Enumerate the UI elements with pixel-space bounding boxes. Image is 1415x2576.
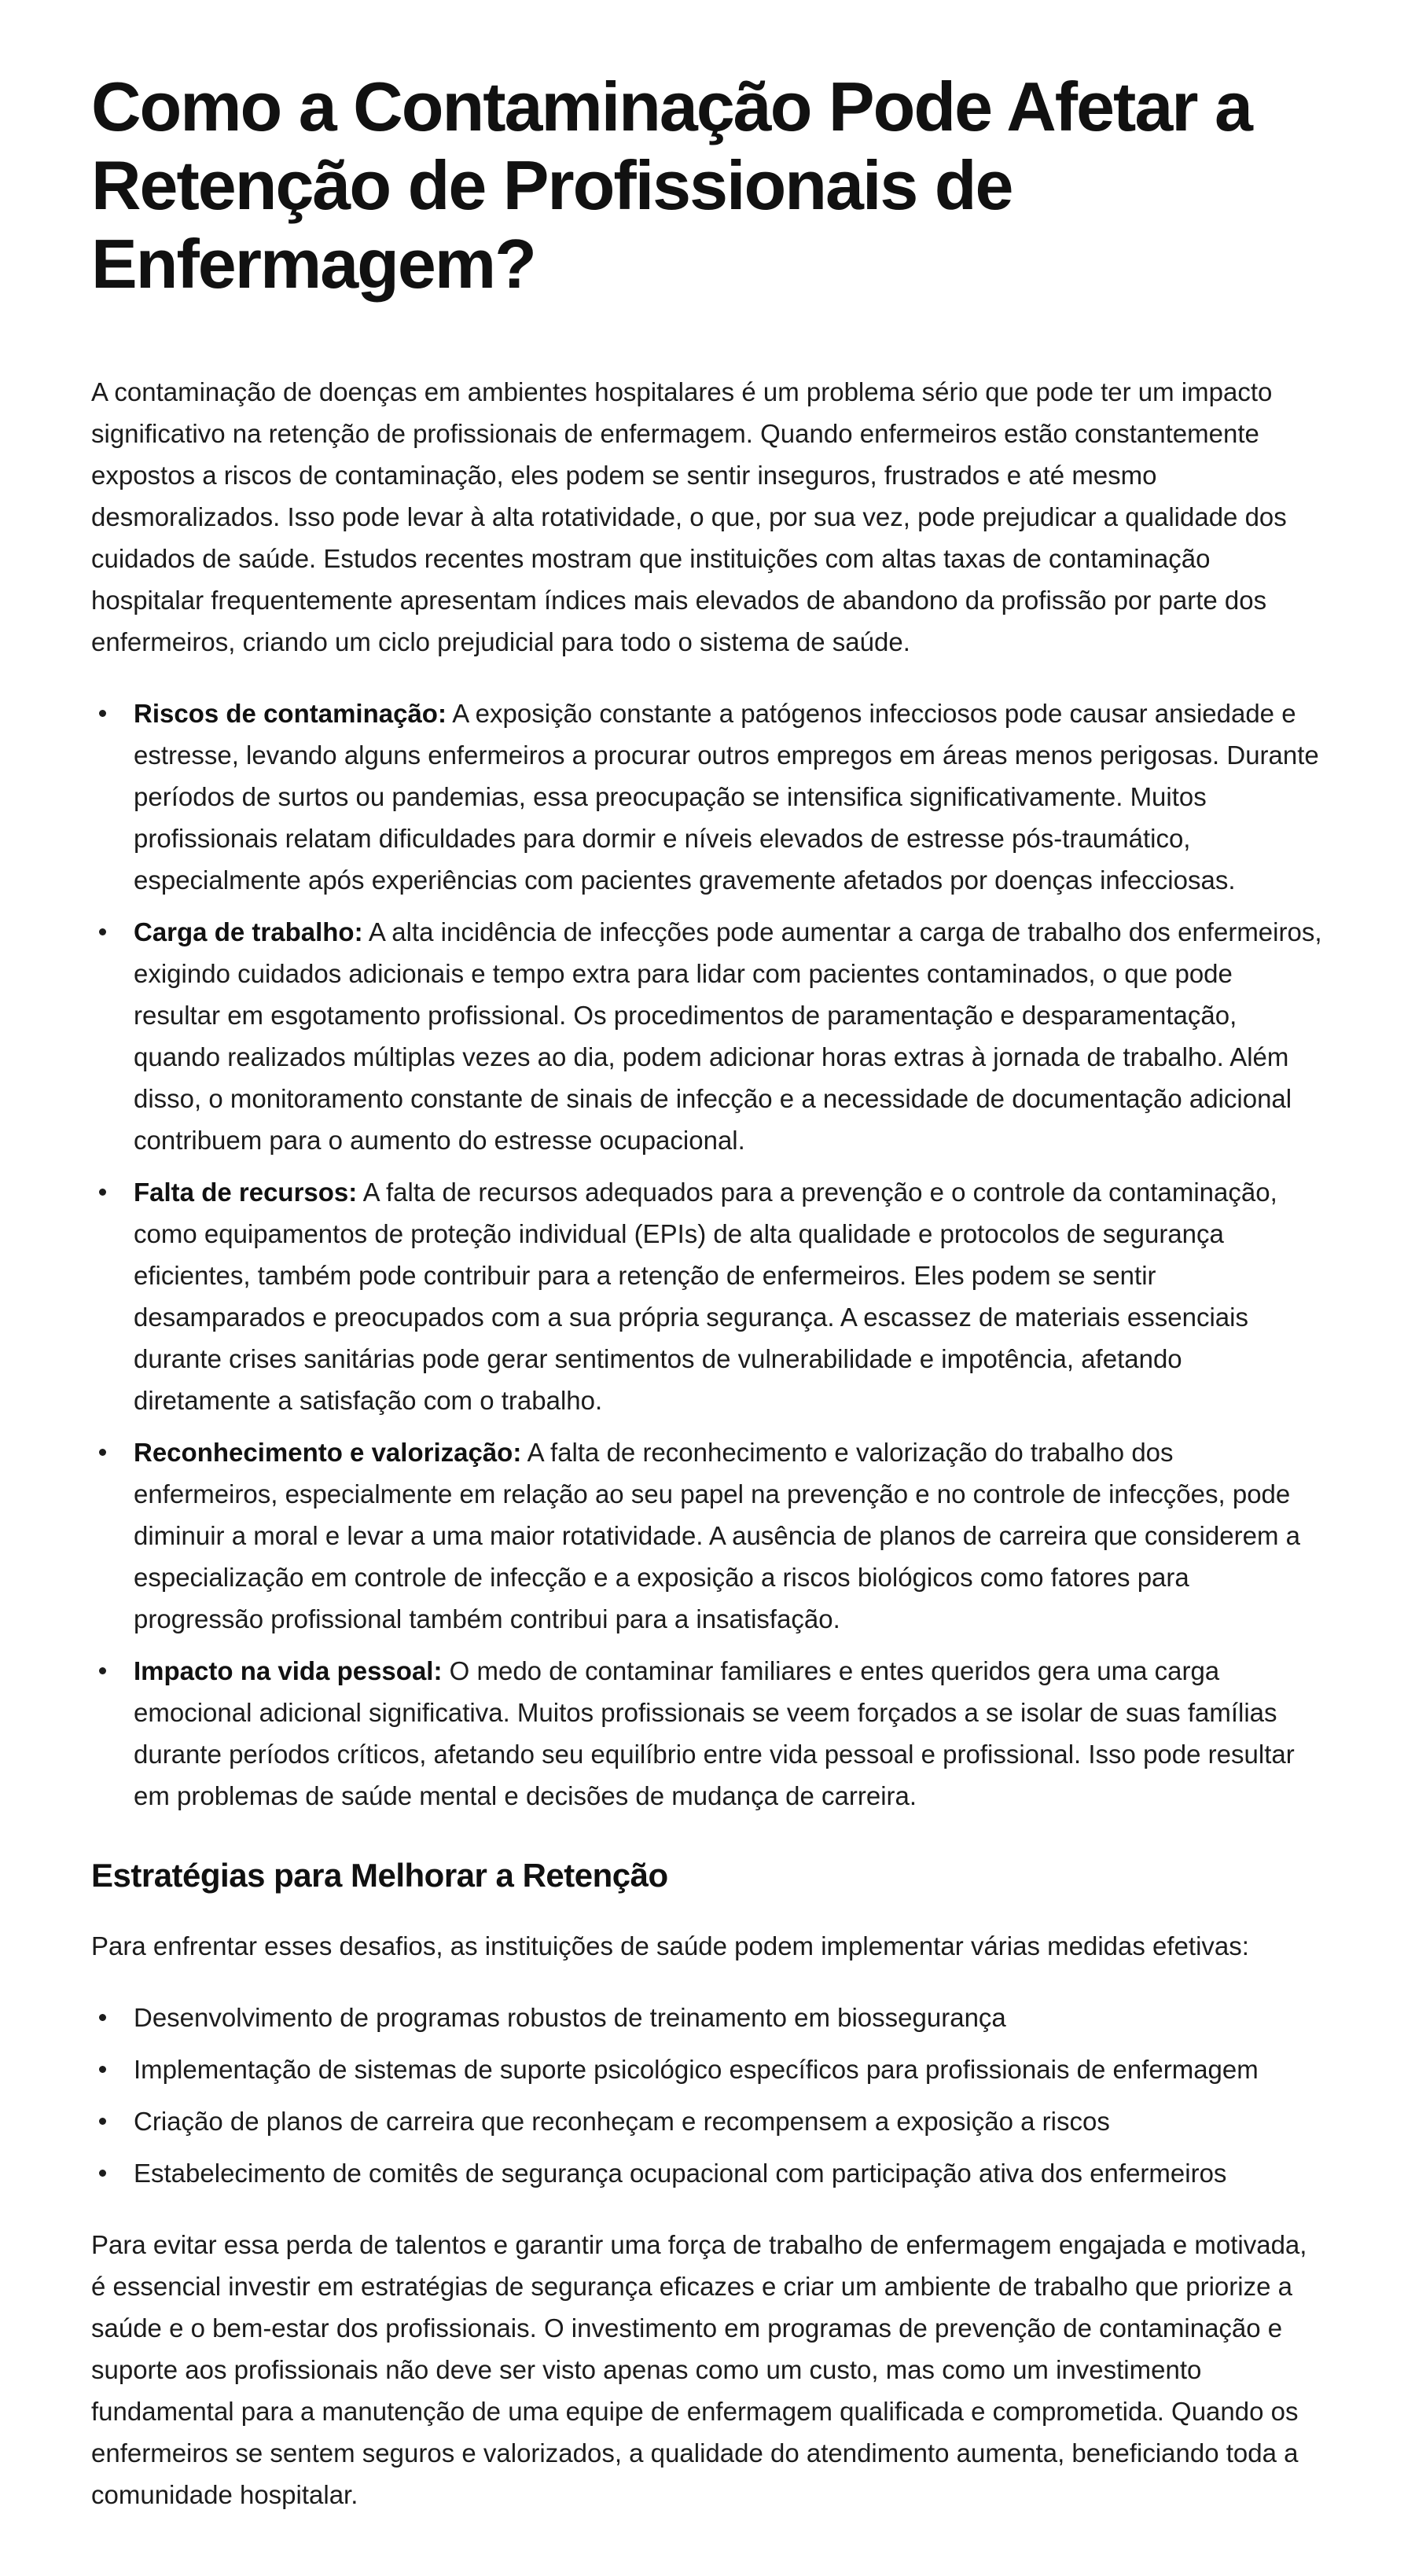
list-item: Criação de planos de carreira que reconheçam e recompensem a exposição a riscos <box>91 2100 1324 2142</box>
strategies-intro: Para enfrentar esses desafios, as instituições de saúde podem implementar várias medidas efetivas: <box>91 1931 1249 1960</box>
list-item-label: Riscos de contaminação: <box>134 699 447 728</box>
conclusion-paragraph: Para evitar essa perda de talentos e garantir uma força de trabalho de enfermagem engajada e motivada, é essencial investir em estratégias de segurança eficazes e criar um ambiente de trabalho que priorize a saúde e o bem-estar dos profissionais. O investimento em programas de prevenção de contaminação e suporte aos profissionais não deve ser visto apenas como um custo, mas como um investimento fundamental para a manutenção de uma equipe de enfermagem qualificada e comprometida. Quando os enfermeiros se sentem seguros e valorizados, a qualidade do atendimento aumenta, beneficiando toda a comunidade hospitalar. <box>91 2230 1307 2509</box>
list-item-label: Carga de trabalho: <box>134 917 363 946</box>
intro-paragraph: A contaminação de doenças em ambientes hospitalares é um problema sério que pode ter um impacto significativo na retenção de profissionais de enfermagem. Quando enfermeiros estão constantemente expostos a riscos de contaminação, eles podem se sentir inseguros, frustrados e até mesmo desmoralizados. Isso pode levar à alta rotatividade, o que, por sua vez, pode prejudicar a qualidade dos cuidados de saúde. Estudos recentes mostram que instituições com altas taxas de contaminação hospitalar frequentemente apresentam índices mais elevados de abandono da profissão por parte dos enfermeiros, criando um ciclo prejudicial para todo o sistema de saúde. <box>91 377 1287 656</box>
strategies-list <box>91 1997 1324 2194</box>
list-item <box>91 911 1324 1161</box>
risk-factor-list <box>91 693 1324 1817</box>
list-item: Desenvolvimento de programas robustos de treinamento em biossegurança <box>91 1997 1324 2038</box>
list-item <box>91 693 1324 901</box>
list-item-text: O medo de contaminar familiares e entes queridos gera uma carga emocional adicional significativa. Muitos profissionais se veem forçados a se isolar de suas famílias durante períodos críticos, afetando seu equilíbrio entre vida pessoal e profissional. Isso pode resultar em problemas de saúde mental e decisões de mudança de carreira. <box>134 1656 1295 1810</box>
list-item-label: Reconhecimento e valorização: <box>134 1438 522 1467</box>
list-item: Estabelecimento de comitês de segurança ocupacional com participação ativa dos enfermeiros <box>91 2152 1324 2194</box>
list-item-text: A falta de recursos adequados para a prevenção e o controle da contaminação, como equipamentos de proteção individual (EPIs) de alta qualidade e protocolos de segurança eficientes, também pode contribuir para a retenção de enfermeiros. Eles podem se sentir desamparados e preocupados com a sua própria segurança. A escassez de materiais essenciais durante crises sanitárias pode gerar sentimentos de vulnerabilidade e impotência, afetando diretamente a satisfação com o trabalho. <box>134 1178 1277 1415</box>
list-item-text: A exposição constante a patógenos infecciosos pode causar ansiedade e estresse, levando alguns enfermeiros a procurar outros empregos em áreas menos perigosas. Durante períodos de surtos ou pandemias, essa preocupação se intensifica significativamente. Muitos profissionais relatam dificuldades para dormir e níveis elevados de estresse pós-traumático, especialmente após experiências com pacientes gravemente afetados por doenças infecciosas. <box>134 699 1319 895</box>
list-item-label: Impacto na vida pessoal: <box>134 1656 443 1685</box>
list-item: Implementação de sistemas de suporte psicológico específicos para profissionais de enfermagem <box>91 2049 1324 2090</box>
list-item <box>91 1650 1324 1817</box>
list-item-text: A alta incidência de infecções pode aumentar a carga de trabalho dos enfermeiros, exigindo cuidados adicionais e tempo extra para lidar com pacientes contaminados, o que pode resultar em esgotamento profissional. Os procedimentos de paramentação e desparamentação, quando realizados múltiplas vezes ao dia, podem adicionar horas extras à jornada de trabalho. Além disso, o monitoramento constante de sinais de infecção e a necessidade de documentação adicional contribuem para o aumento do estresse ocupacional. <box>134 917 1322 1155</box>
list-item-label: Falta de recursos: <box>134 1178 358 1207</box>
list-item-text: A falta de reconhecimento e valorização do trabalho dos enfermeiros, especialmente em relação ao seu papel na prevenção e no controle de infecções, pode diminuir a moral e levar a uma maior rotatividade. A ausência de planos de carreira que considerem a especialização em controle de infecção e a exposição a riscos biológicos como fatores para progressão profissional também contribui para a insatisfação. <box>134 1438 1300 1633</box>
section-heading: Estratégias para Melhorar a Retenção <box>91 1857 668 1894</box>
list-item <box>91 1171 1324 1421</box>
list-item <box>91 1431 1324 1640</box>
page-title: Como a Contaminação Pode Afetar a Retenção de Profissionais de Enfermagem? <box>91 68 1251 303</box>
